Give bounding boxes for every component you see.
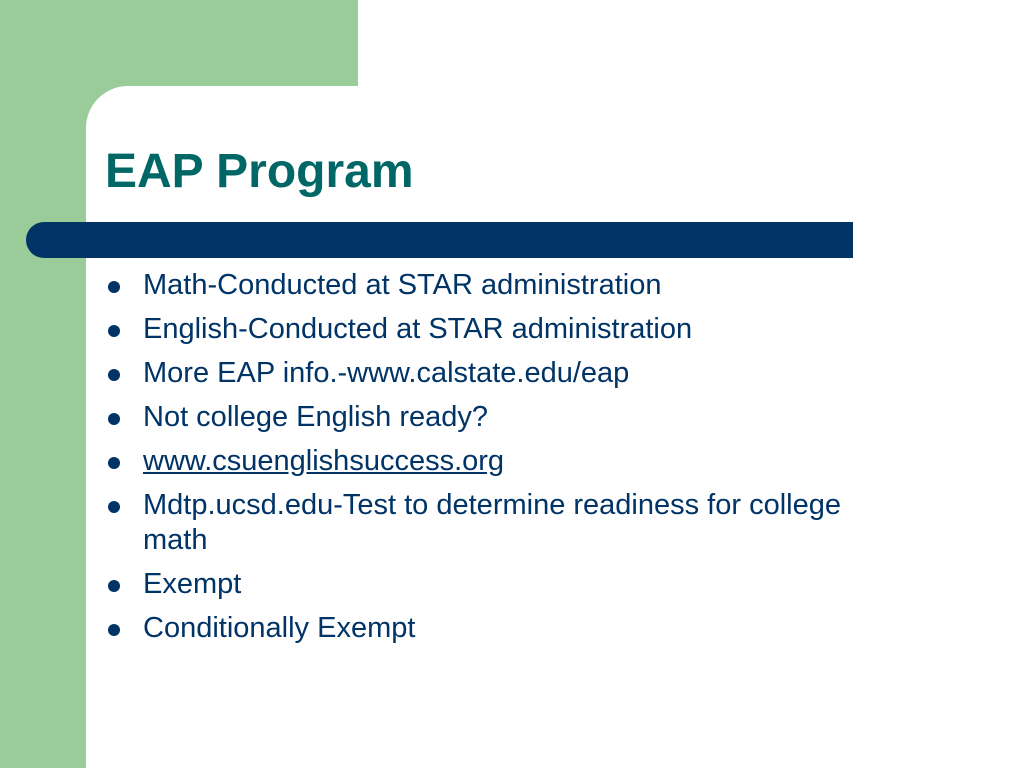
bullet-dot-icon — [108, 624, 120, 636]
bullet-dot-icon — [108, 413, 120, 425]
bullet-dot-icon — [108, 457, 120, 469]
bullet-dot-icon — [108, 580, 120, 592]
bullet-item — [105, 400, 865, 435]
bullet-dot-icon — [108, 501, 120, 513]
bullet-text: More EAP info.-www.calstate.edu/eap — [143, 357, 630, 389]
bullet-item — [105, 488, 865, 558]
bullet-dot-icon — [108, 325, 120, 337]
bullet-text: English-Conducted at STAR administration — [143, 313, 693, 345]
bullet-item — [105, 611, 865, 646]
bullet-text: Not college English ready? — [143, 401, 488, 433]
slide-title: EAP Program — [105, 145, 414, 198]
csu-english-success-link[interactable]: www.csuenglishsuccess.org — [143, 445, 505, 477]
bullet-item — [105, 268, 865, 303]
bullet-dot-icon — [108, 369, 120, 381]
bullet-text: Mdtp.ucsd.edu-Test to determine readiness for college math — [143, 489, 841, 556]
bullet-dot-icon — [108, 281, 120, 293]
bullet-item — [105, 567, 865, 602]
bullet-text: Math-Conducted at STAR administration — [143, 269, 662, 301]
bullet-text: Exempt — [143, 568, 242, 600]
bullet-text: Conditionally Exempt — [143, 612, 416, 644]
title-divider-bar — [26, 222, 853, 258]
bullet-list — [105, 268, 865, 655]
bullet-item — [105, 356, 865, 391]
bullet-item — [105, 312, 865, 347]
bullet-item — [105, 444, 865, 479]
